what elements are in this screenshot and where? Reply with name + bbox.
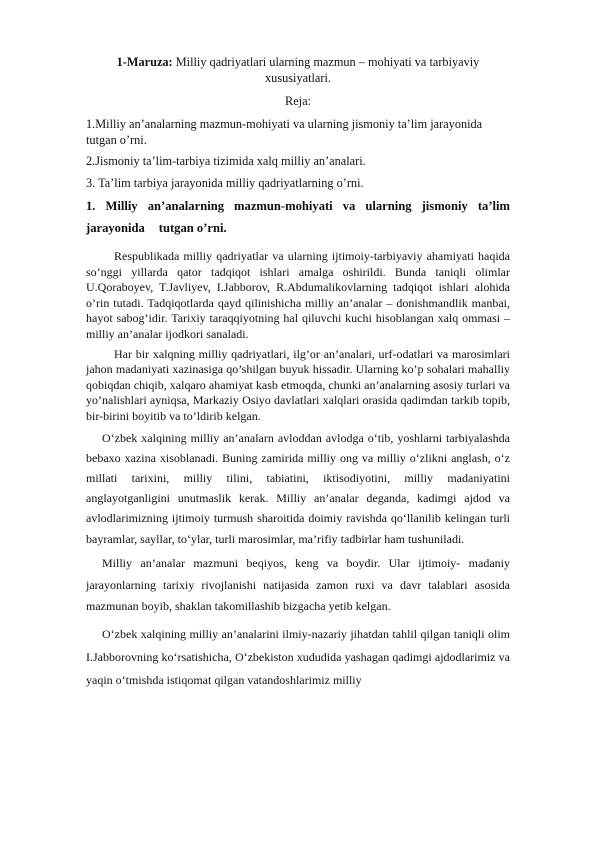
section-heading-end: tutgan o’rni. [158, 221, 227, 235]
paragraph-3: O‘zbek xalqining milliy an’analarn avloddan avlodga o‘tib, yoshlarni tarbiyalashda bebaxo xazina xisoblanadi. Buning zamirida milliy ong va milliy o‘zlikni anglash, o‘z millati tarixini, milliy tilini, tabiatini, iktisodiyotini, milliy madaniyatini anglayotganligini unutmaslik kerak. Milliy an’analar deganda, kadimgi ajdod va avlodlarimizning ijtimoiy turmush sharoitida doimiy ravishda qo‘llanilib kelingan turli bayramlar, sayllar, to‘ylar, turli marosimlar, ma’rifiy tadbirlar ham tushuniladi. [86, 430, 510, 546]
paragraph-4: Milliy an’analar mazmuni beqiyos, keng va boydir. Ular ijtimoiy- madaniy jarayonlarning tarixiy rivojlanishi natijasida zamon ruxi va davr talablari asosida mazmunan boyib, shaklan takomillashib bizgacha yetib kelgan. [86, 555, 510, 614]
section-heading [86, 195, 510, 239]
paragraph-1: Respublikada milliy qadriyatlar va ularning ijtimoiy-tarbiyaviy ahamiyati haqida so’nggi yillarda qator tadqiqot ishlari amalga oshirildi. Bunda taniqli olimlar U.Qoraboyev, T.Javliyev, I.Jabborov, R.Abdumalikovlarning tadqiqot ishlari alohida o’rin tutadi. Tadqiqotlarda qayd qilinishicha milliy an’analar – donishmandlik manbai, hayot sabog’idir. Tarixiy taraqqiyotning hal qiluvchi kuchi hisoblangan xalq ommasi – milliy an’analar ijodkori sanaladi. [86, 249, 510, 341]
plan-heading: Reja: [285, 94, 311, 108]
paragraph-2: Har bir xalqning milliy qadriyatlari, ilg’or an’analari, urf-odatlari va marosimlari jahon madaniyati xazinasiga qo’shilgan buyuk hissadir. Ularning ko’p sohalari mahalliy qobiqdan chiqib, xalqaro ahamiyat kasb etmoqda, chunki an’analarning asosiy turlari va yo’nalishlari ayniqsa, Markaziy Osiyo davlatlari xalqlari orasida qadimdan tarkib topib, bir-birini boyitib va to’ldirib kelgan. [86, 346, 510, 423]
lecture-title [86, 54, 510, 86]
lecture-number: 1-Maruza: [116, 55, 173, 69]
paragraph-5: O‘zbek xalqining milliy an’analarini ilmiy-nazariy jihatdan tahlil qilgan taniqli olim I.Jabborovning ko‘rsatishicha, O‘zbekiston xududida yashagan qadimgi ajdodlarimiz va yaqin o‘tmishda istiqomat qilgan vatandoshlarimiz milliy [86, 627, 510, 687]
plan-item-1: 1.Milliy an’analarning mazmun-mohiyati va ularning jismoniy ta’lim jarayonida tutgan o’rni. [86, 117, 483, 147]
plan-item-2: 2.Jismoniy ta’lim-tarbiya tizimida xalq milliy an’analari. [86, 154, 366, 168]
lecture-topic: Milliy qadriyatlari ularning mazmun – mohiyati va tarbiyaviy xususiyatlari. [172, 55, 480, 85]
plan-item-3: 3. Ta’lim tarbiya jarayonida milliy qadriyatlarning o’rni. [86, 175, 364, 190]
document-page [86, 54, 510, 692]
section-heading-main: 1. Milliy an’analarning mazmun-mohiyati va ularning jismoniy ta’lim jarayonida [86, 199, 510, 235]
